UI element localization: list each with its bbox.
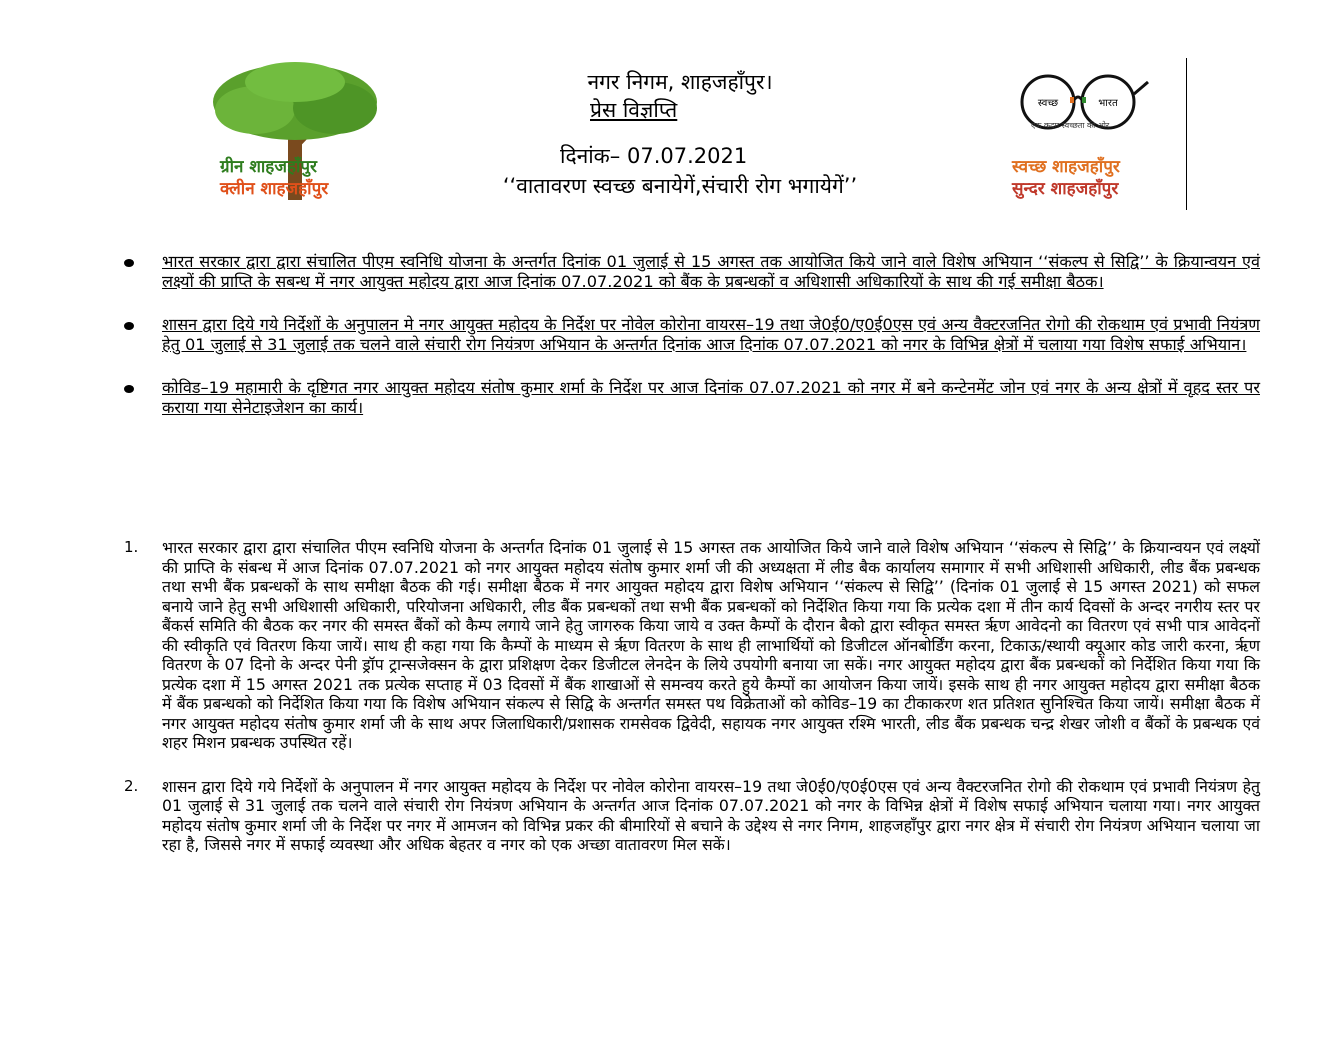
clean-shahjahanpur-text: क्लीन शाहजहाँपुर [220, 179, 329, 199]
bullet-dot-icon [124, 385, 134, 393]
swachh-lens-left-text: स्वच्छ [1037, 98, 1059, 109]
bullet-item [120, 252, 1260, 291]
bullet-item [120, 378, 1260, 417]
numbered-item [120, 777, 1260, 855]
bullet-text: भारत सरकार द्वारा द्वारा संचालित पीएम स्वनिधि योजना के अन्तर्गत दिनांक 01 जुलाई से 15 अगस्त तक आयोजित किये जाने वाले विशेष अभियान ‘‘संकल्प से सिद्वि’’ के क्रियान्वयन एवं लक्ष्यों की प्राप्ति के सबन्ध में नगर आयुक्त महोदय द्वारा आज दिनांक 07.07.2021 को बैंक के प्रबन्धकों व अधिशासी अधिकारियों के साथ की गई समीक्षा बैठक। [162, 252, 1260, 291]
org-title: नगर निगम, शाहजहाँपुर। [587, 70, 773, 94]
green-shahjahanpur-text: ग्रीन शाहजहाँपुर [220, 157, 317, 177]
item-text: शासन द्वारा दिये गये निर्देशों के अनुपालन में नगर आयुक्त महोदय के निर्देश पर नोवेल कोरोना वायरस–19 तथा जे0ई0/ए0ई0एस एवं अन्य वैक्टरजनित रोगो की रोकथाम एवं प्रभावी नियंत्रण हेतु 01 जुलाई से 31 जुलाई तक चलने वाले संचारी रोग नियंत्रण अभियान के अन्तर्गत आज दिनांक 07.07.2021 को नगर के विभिन्न क्षेत्रों में विशेष सफाई अभियान चलाया गया। नगर आयुक्त महोदय संतोष कुमार शर्मा जी के निर्देश पर नगर में आमजन को विभिन्न प्रकर की बीमारियों से बचाने के उद्देश्य से नगर निगम, शाहजहाँपुर द्वारा नगर क्षेत्र में संचारी रोग नियंत्रण अभियान चलाया जा रहा है, जिससे नगर में सफाई व्यवस्था और अधिक बेहतर व नगर को एक अच्छा वातावरण मिल सकें। [162, 776, 1260, 854]
bullet-text: कोविड–19 महामारी के दृष्टिगत नगर आयुक्त महोदय संतोष कुमार शर्मा के निर्देश पर आज दिनांक 07.07.2021 को नगर में बने कन्टेनमेंट जोन एवं नगर के अन्य क्षेत्रों में वृहद स्तर पर कराया गया सेनेटाइजेशन का कार्य। [162, 378, 1260, 417]
swachh-shahjahanpur-text: स्वच्छ शाहजहाँपुर [1012, 157, 1120, 177]
numbered-item [120, 538, 1260, 753]
date-line: दिनांक– 07.07.2021 [560, 144, 748, 168]
letterhead [0, 0, 1340, 240]
item-number: 2. [124, 776, 139, 795]
bullet-dot-icon [124, 259, 134, 267]
swachh-tagline: एक कदम स्वच्छता की ओर [1030, 121, 1110, 130]
vertical-divider [1186, 58, 1187, 210]
sundar-shahjahanpur-text: सुन्दर शाहजहाँपुर [1012, 179, 1119, 199]
bullet-text: शासन द्वारा दिये गये निर्देशों के अनुपालन मे नगर आयुक्त महोदय के निर्देश पर नोवेल कोरोना वायरस–19 तथा जे0ई0/ए0ई0एस एवं अन्य वैक्टरजनित रोगो की रोकथाम एवं प्रभावी नियंत्रण हेतु 01 जुलाई से 31 जुलाई तक चलने वाले संचारी रोग नियंत्रण अभियान के अन्तर्गत दिनांक आज दिनांक 07.07.2021 को नगर के विभिन्न क्षेत्रों में चलाया गया विशेष सफाई अभियान। [162, 315, 1260, 354]
left-caption [220, 156, 400, 200]
headline-bullet-list [120, 252, 1260, 441]
slogan: ‘‘वातावरण स्वच्छ बनायेगें,संचारी रोग भगायेगें’’ [502, 174, 858, 198]
bullet-dot-icon [124, 322, 134, 330]
press-release-title: प्रेस विज्ञप्ति [590, 98, 678, 122]
detail-numbered-list [120, 538, 1260, 879]
right-caption [1012, 156, 1172, 200]
swachh-lens-right-text: भारत [1098, 98, 1118, 109]
bullet-item [120, 315, 1260, 354]
item-number: 1. [124, 538, 139, 556]
item-text: भारत सरकार द्वारा द्वारा संचालित पीएम स्वनिधि योजना के अन्तर्गत दिनांक 01 जुलाई से 15 अगस्त तक आयोजित किये जाने वाले विशेष अभियान ‘‘संकल्प से सिद्वि’’ के क्रियान्वयन एवं लक्ष्यों की प्राप्ति के संबन्ध में आज दिनांक 07.07.2021 को नगर आयुक्त महोदय संतोष कुमार शर्मा जी की अध्यक्षता में लीड बैक कार्यालय समागार में सभी अधिशासी अधिकारी, लीड बैंक प्रबन्धक तथा सभी बैंक प्रबन्धकों के साथ समीक्षा बैठक की गई। समीक्षा बैठक में नगर आयुक्त महोदय द्वारा विशेष अभियान ‘‘संकल्प से सिद्वि’’ (दिनांक 01 जुलाई से 15 अगस्त 2021) को सफल बनाये जाने हेतु सभी अधिशासी अधिकारी, परियोजना अधिकारी, लीड बैंक प्रबन्धकों तथा सभी बैंक प्रबन्धकों को निर्देशित किया गया कि प्रत्येक दशा में तीन कार्य दिवसों के अन्दर नगरीय स्तर पर बैंकर्स समिति की बैठक कर नगर की समस्त बैंकों को कैम्प लगाये जाने हेतु जागरुक किया जाये व उक्त कैम्पों के दौरान बैको द्वारा स्वीकृत समस्त ऋृण आवेदनो का वितरण एवं सभी पात्र आवेदनों की स्वीकृति एवं वितरण किया जायें। साथ ही कहा गया कि कैम्पों के माध्यम से ऋृण वितरण के साथ ही लाभार्थियों को डिजीटल ऑनबोर्डिंग करना, टिकाऊ/स्थायी क्यूआर कोड जारी करना, ऋृण वितरण के 07 दिनो के अन्दर पेनी ड्रॉप ट्रान्सजेक्सन के द्वारा प्रशिक्षण देकर डिजीटल लेनदेन के लिये उपयोगी बनाया जा सकें। नगर आयुक्त महोदय द्वारा बैंक प्रबन्धकों को निर्देशित किया गया कि प्रत्येक दशा में 15 अगस्त 2021 तक प्रत्येक सप्ताह में 03 दिवसों में बैंक शाखाओं से समन्वय करते हुये कैम्पों का आयोजन किया जायें। इसके साथ ही नगर आयुक्त महोदय द्वारा समीक्षा बैठक में बैंक प्रबन्धको को निर्देशित किया गया कि विशेष अभियान संकल्प से सिद्वि के अन्तर्गत समस्त पथ विक्रेताओं को कोविड–19 का टीकाकरण शत प्रतिशत सुनिश्चित किया जायें। समीक्षा बैठक में नगर आयुक्त महोदय संतोष कुमार शर्मा जी के साथ अपर जिलाधिकारी/प्रशासक रामसेवक द्विवेदी, सहायक नगर आयुक्त रश्मि भारती, लीड बैंक प्रबन्धक चन्द्र शेखर जोशी व बैंकों के प्रबन्धक एवं शहर मिशन प्रबन्धक उपस्थित रहें। [162, 538, 1261, 752]
